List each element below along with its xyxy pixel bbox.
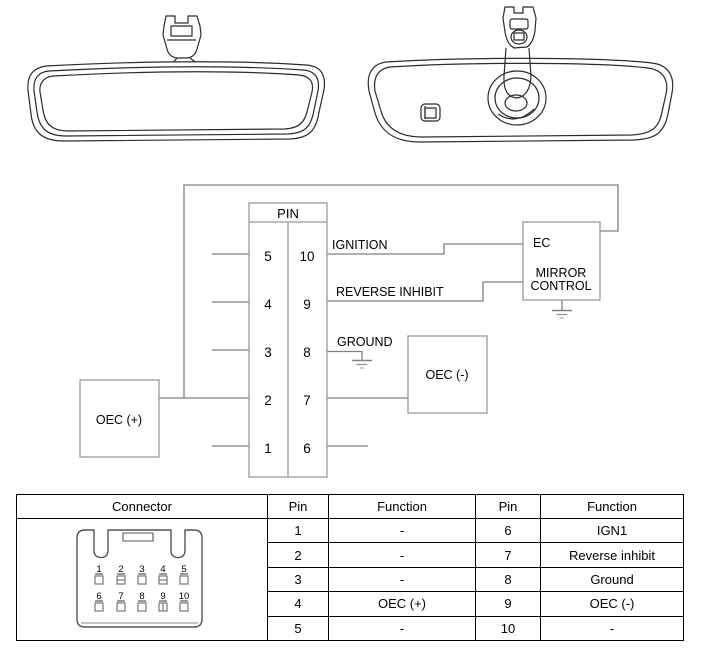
pin-right-9: 9 (303, 297, 311, 312)
function-cell: Ground (541, 567, 684, 591)
wiring-schematic (80, 185, 618, 477)
svg-text:7: 7 (117, 591, 124, 602)
header-pin-left: Pin (268, 495, 329, 519)
pin-left-4: 4 (264, 297, 272, 312)
pin-left-3: 3 (264, 345, 272, 360)
ground-symbol-pin8 (352, 361, 372, 369)
function-cell: - (329, 543, 476, 567)
pin-cell: 8 (476, 567, 541, 591)
svg-text:2: 2 (117, 564, 124, 575)
svg-text:1: 1 (95, 564, 102, 575)
function-cell: - (329, 616, 476, 640)
svg-text:8: 8 (138, 591, 145, 602)
svg-text:9: 9 (159, 591, 166, 602)
ignition-wire-label: IGNITION (332, 238, 388, 252)
pin-cell: 10 (476, 616, 541, 640)
header-connector: Connector (17, 495, 268, 519)
pin-cell: 6 (476, 519, 541, 543)
pin-right-6: 6 (303, 441, 311, 456)
pin-cell: 7 (476, 543, 541, 567)
mirror-front-view-illustration (28, 16, 325, 141)
ec-box-label-line1: EC (533, 236, 551, 250)
ground-wire-label: GROUND (337, 335, 393, 349)
pin-right-10: 10 (299, 249, 315, 264)
function-cell: Reverse inhibit (541, 543, 684, 567)
mirror-rear-mount (503, 7, 536, 48)
connector-center-tab (123, 533, 153, 541)
connector-pin-numbers (96, 564, 189, 602)
mirror-rear-view-illustration (368, 7, 672, 142)
pin-cell: 3 (268, 567, 329, 591)
pin-cell: 9 (476, 592, 541, 616)
pinout-table-header-row (17, 495, 684, 519)
pin-left-2: 2 (264, 393, 272, 408)
connector-drawing-cell (17, 519, 268, 641)
pinout-table (16, 494, 684, 641)
function-cell: - (329, 567, 476, 591)
oec-minus-box-label: OEC (-) (425, 368, 469, 382)
pin-cell: 4 (268, 592, 329, 616)
function-cell: OEC (+) (329, 592, 476, 616)
pin-cell: 5 (268, 616, 329, 640)
header-function-right: Function (541, 495, 684, 519)
pin-cell: 2 (268, 543, 329, 567)
ec-box-label-line3: CONTROL (530, 279, 592, 293)
ground-symbol-ec (552, 311, 572, 319)
svg-text:4: 4 (159, 564, 166, 575)
svg-text:10: 10 (178, 591, 189, 602)
connector-outline (77, 530, 202, 627)
svg-text:6: 6 (95, 591, 102, 602)
pin-cell: 1 (268, 519, 329, 543)
function-cell: - (329, 519, 476, 543)
wire-ground (327, 352, 362, 361)
reverse-inhibit-wire-label: REVERSE INHIBIT (336, 285, 444, 299)
table-row (17, 519, 684, 543)
ec-box-label-line2: MIRROR (535, 266, 587, 280)
header-function-left: Function (329, 495, 476, 519)
mirror-front-mount (163, 16, 201, 65)
svg-text:3: 3 (138, 564, 145, 575)
pin-right-7: 7 (303, 393, 311, 408)
connector-drawing (18, 519, 267, 637)
function-cell: - (541, 616, 684, 640)
pin-box-header-label: PIN (277, 206, 299, 221)
oec-plus-box-label: OEC (+) (95, 413, 143, 427)
function-cell: IGN1 (541, 519, 684, 543)
header-pin-right: Pin (476, 495, 541, 519)
pin-left-5: 5 (264, 249, 272, 264)
svg-text:5: 5 (180, 564, 187, 575)
function-cell: OEC (-) (541, 592, 684, 616)
mirror-front-body (28, 62, 325, 141)
pin-right-8: 8 (303, 345, 311, 360)
pin-left-1: 1 (264, 441, 272, 456)
